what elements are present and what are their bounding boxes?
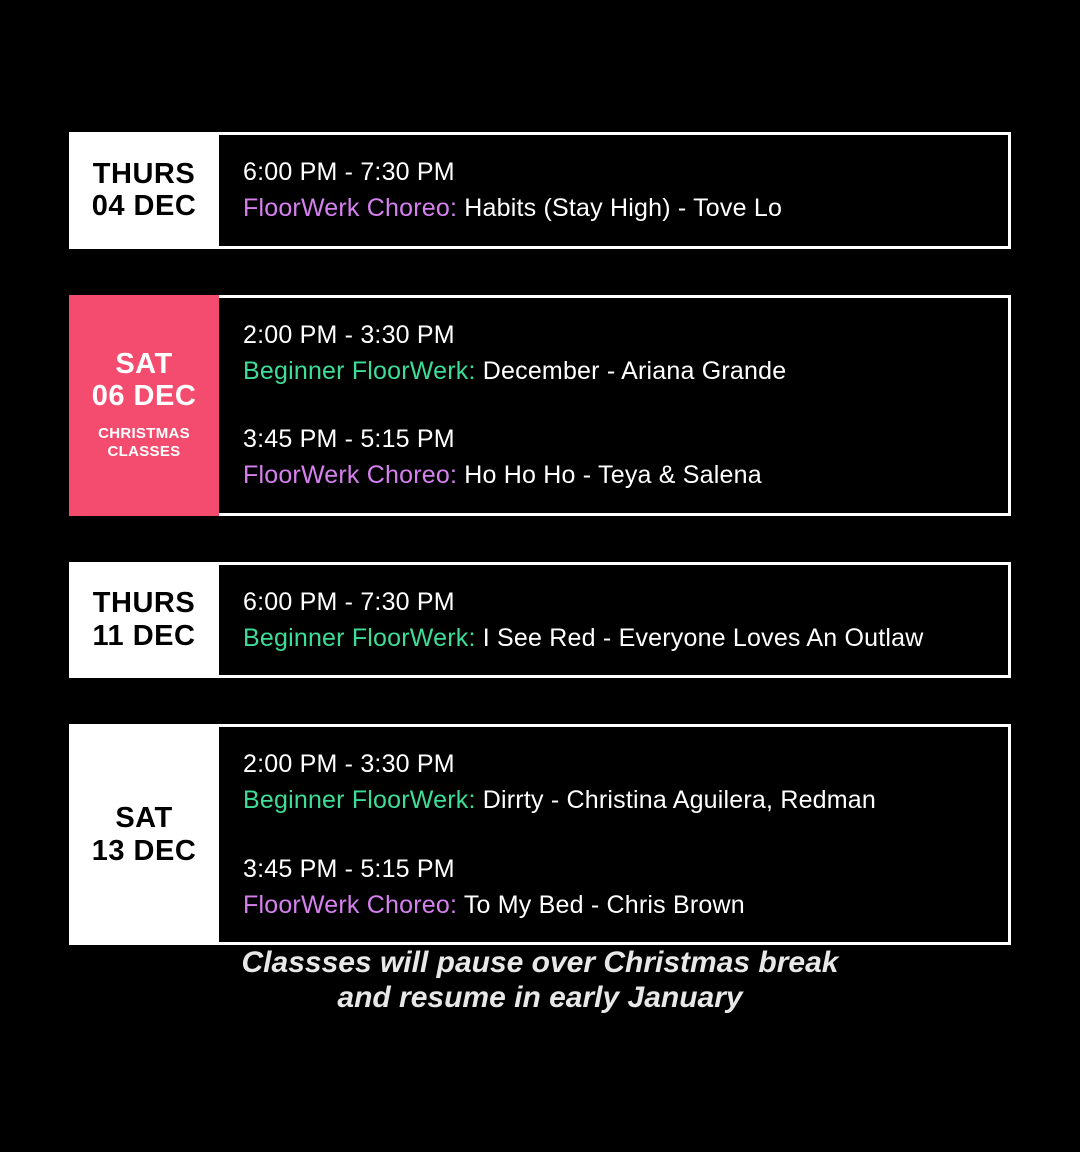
session-time: 6:00 PM - 7:30 PM xyxy=(243,587,455,616)
footnote xyxy=(0,945,1080,1016)
session-entry xyxy=(243,314,1008,393)
footnote-line-2: and resume in early January xyxy=(337,981,743,1015)
session-track-title: Ho Ho Ho - Teya & Salena xyxy=(464,461,762,490)
session-detail xyxy=(243,782,1008,818)
date-daymonth: 04 DEC xyxy=(91,190,197,223)
session-time: 3:45 PM - 5:15 PM xyxy=(243,425,455,453)
session-time: 6:00 PM - 7:30 PM xyxy=(243,158,455,186)
session-entry xyxy=(243,581,1008,660)
sessions-panel xyxy=(219,295,1011,516)
session-entry xyxy=(243,151,1008,230)
session-track-title: To My Bed - Chris Brown xyxy=(463,890,745,919)
schedule-row xyxy=(69,562,1011,679)
session-entry xyxy=(243,848,1008,927)
session-class-label: Beginner FloorWerk: xyxy=(243,356,476,385)
session-class-label: Beginner FloorWerk: xyxy=(243,623,476,652)
schedule-row xyxy=(69,724,1011,945)
session-time: 2:00 PM - 3:30 PM xyxy=(243,320,455,349)
schedule-row xyxy=(69,295,1011,516)
session-class-label: FloorWerk Choreo: xyxy=(243,461,458,490)
session-track-title: Dirrty - Christina Aguilera, Redman xyxy=(482,786,877,815)
date-daymonth: 06 DEC xyxy=(91,380,197,413)
date-cell xyxy=(69,724,219,945)
session-class-label: FloorWerk Choreo: xyxy=(243,890,458,919)
date-note-badge: CHRISTMAS CLASSES xyxy=(98,424,190,461)
session-detail xyxy=(243,190,1008,226)
sessions-panel xyxy=(219,724,1011,945)
sessions-panel xyxy=(219,132,1011,249)
session-time: 2:00 PM - 3:30 PM xyxy=(243,750,455,778)
date-cell xyxy=(69,132,219,249)
session-entry xyxy=(243,743,1008,822)
session-class-label: Beginner FloorWerk: xyxy=(243,786,476,815)
session-track-title: I See Red - Everyone Loves An Outlaw xyxy=(482,623,924,652)
date-cell xyxy=(69,562,219,679)
session-entry xyxy=(243,418,1008,497)
session-detail xyxy=(243,620,1008,656)
date-weekday: SAT xyxy=(115,347,173,380)
session-detail xyxy=(243,887,1008,923)
date-weekday: THURS xyxy=(92,587,196,620)
footnote-line-1: Classses will pause over Christmas break xyxy=(241,946,839,979)
date-weekday: THURS xyxy=(92,157,196,190)
session-detail xyxy=(243,353,1008,389)
date-daymonth: 13 DEC xyxy=(91,834,197,867)
date-weekday: SAT xyxy=(115,802,173,835)
class-schedule xyxy=(69,132,1011,945)
session-time: 3:45 PM - 5:15 PM xyxy=(243,854,455,883)
date-cell xyxy=(69,295,219,516)
session-class-label: FloorWerk Choreo: xyxy=(243,194,458,223)
session-track-title: December - Ariana Grande xyxy=(482,356,787,385)
session-track-title: Habits (Stay High) - Tove Lo xyxy=(464,194,783,223)
schedule-row xyxy=(69,132,1011,249)
session-detail xyxy=(243,457,1008,493)
sessions-panel xyxy=(219,562,1011,679)
date-daymonth: 11 DEC xyxy=(92,619,196,652)
